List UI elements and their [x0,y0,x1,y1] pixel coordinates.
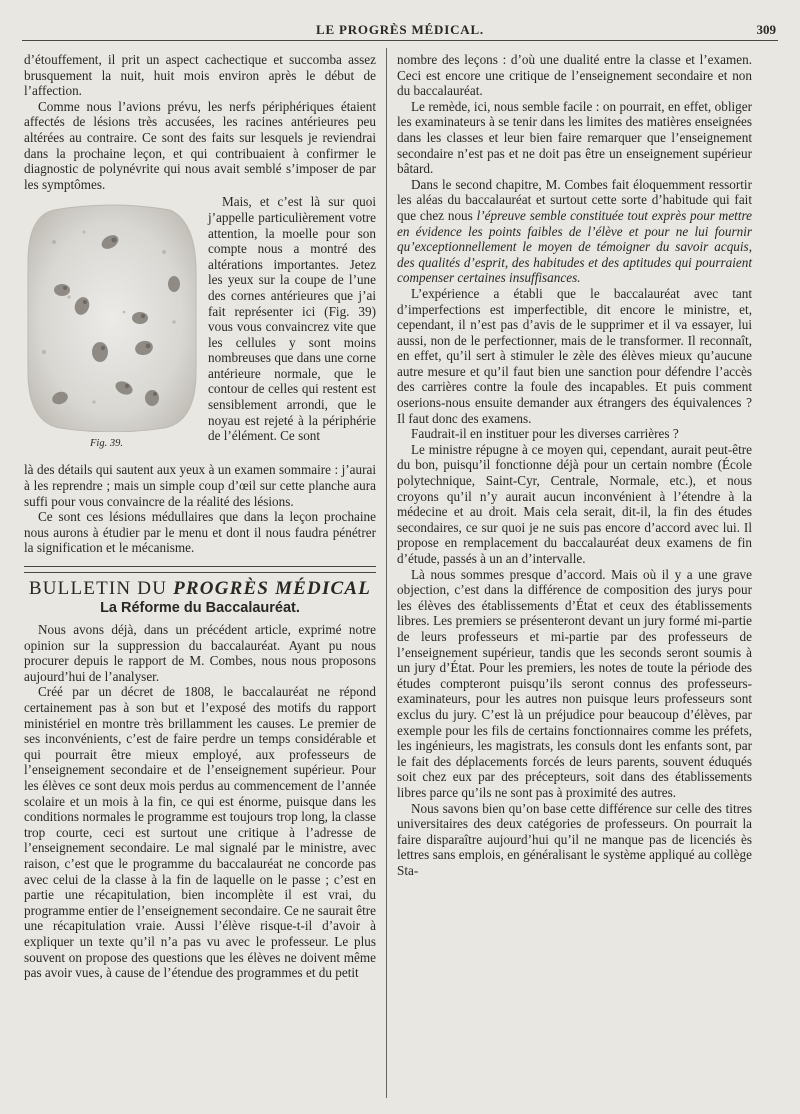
paragraph: Faudrait-il en instituer pour les diverses carrières ? [411,426,679,442]
section-separator [24,566,376,573]
paragraph: d’étouffement, il prit un aspect cachectique et succomba assez brusquement la nuit, huit mois environ après le début de l’affection. [24,52,376,99]
emphasis-run: l’épreuve semble constituée tout exprès pour mettre en évidence les points faibles de l’élève et pour ne lui fournir qu’exceptionnellement le moyen de témoigner du savoir acquis, des qualités d’esprit, des habitudes et des aptitudes qui pourraient compenser certaines insuffisances. [397,207,752,286]
paragraph: Le remède, ici, nous semble facile : on pourrait, en effet, obliger les examinateurs à se tenir dans les limites des matières enseignées dans les classes et leur bien faire remarquer que l’enseignement secondaire n’est pas et ne doit pas être un enseignement supérieur bâtard. [397,98,752,177]
paragraph: Ce sont ces lésions médullaires que dans la leçon prochaine nous aurons à étudier par le menu et dont il nous faudra pénétrer la signification et le mécanisme. [24,509,376,556]
text-run: Dans le second chapitre, M. Combes fait éloquemment ressortir les aléas du baccalauréat et surtout cette sorte d’habitude qui fait que chez nous [397,176,752,223]
paragraph: Créé par un décret de 1808, le baccalauréat ne répond certainement pas à son but et l’exposé des motifs du rapport ministériel en montre très brillamment les causes. Le premier de ses inconvénients, c’est de faire perdre un temps considérable et qui pourrait être mieux employé, aux professeurs de l’enseignement secondaire et de l’enseignement supérieur. Pour les élèves ce sont deux mois perdus au commencement de l’année scolaire et un mois à la fin, ce qui est énorme, puisque dans les conditions normales le programme est toujours trop long, la classe trop courte, ceci est surtout une critique à l’adresse de l’enseignement secondaire. Le mal signalé par le ministre, avec raison, c’est que le programme du baccalauréat ne concorde pas avec celui de la classe à la fin de laquelle on le passe ; c’est en partie une récapitulation, bien incomplète il est vrai, du programme entier de l’enseignement secondaire. Ce ne saurait être une récapitulation vraie. Aussi l’élève risque-t-il d’avoir à expliquer un texte qu’il n’a pas vu avec le professeur. Le plus souvent on propose des questions que les élèves ne doivent même pas avoir vues, à cause de l’étendue des programmes et du petit [24,684,376,981]
paragraph: Mais, et c’est là sur quoi j’appelle particulièrement votre attention, la moelle pour son compte nous a montré des altérations importantes. Jetez les yeux sur la coupe de l’une des cornes antérieures que j’ai fait représenter ici (Fig. 39) vous vous convaincrez vite que les cellules y sont moins nombreuses que dans une corne antérieure normale, que le contour de celles qui restent est sensiblement arrondi, que le noyau est rejeté à la périphérie de l’élément. Ce sont [208,194,376,444]
page-number: 309 [756,22,776,37]
right-column [397,52,752,878]
paragraph: Comme nous l’avions prévu, les nerfs périphériques étaient affectés de lésions très accusées, les racines antérieures peu altérées au contraire. Ce sont des faits sur lesquels je reviendrai dans la prochaine leçon, et qui contribuaient à confirmer le diagnostic de polynévrite qui nous avait semblé s’imposer de par les symptômes. [24,98,376,192]
bulletin-italic: PROGRÈS MÉDICAL [173,577,372,599]
paragraph [397,177,752,286]
paragraph: Le ministre répugne à ce moyen qui, cependant, aurait peut-être du bon, puisqu’il fonctionne déjà pour un certain nombre (École polytechnique, Saint-Cyr, Centrale, Normale, etc.), et nous croyons qu’il n’y aurait aucun inconvénient à l’étendre à la médecine et au droit. Mais cela serait, dit-il, la fin des études secondaires, ce sur quoi je ne suis pas encore d’accord avec lui. Il propose en remplacement du baccalauréat deux examens de fin d’étude, passés à un an d’intervalle. [397,441,752,566]
paragraph: Nous avons déjà, dans un précédent article, exprimé notre opinion sur la suppression du baccalauréat. Ayant pu nous procurer depuis le rapport de M. Combes, nous nous proposons aujourd’hui de l’analyser. [24,622,376,684]
histology-figure [24,202,200,432]
left-column [24,52,376,981]
bulletin-prefix: BULLETIN DU [28,577,174,599]
page-header [22,18,778,41]
paragraph: L’expérience a établi que le baccalauréat avec tant d’imperfections est imperfectible, dit encore le ministre, et, cependant, il n’est pas d’avis de le supprimer et il va essayer, lui aussi, non de le perfectionner, mais de le transformer. Il reconnaît, en effet, qu’il sert à stimuler le zèle des élèves mieux qu’aucune autre mesure et qu’il faut bien une sanction pour défendre l’accès des carrières contre la foule des incapables. Et puis comment oserions-nous ensuite demander aux étrangers des équivalences ? Il faut donc des examens. [397,285,752,426]
paragraph: Nous savons bien qu’on base cette différence sur celle des titres universitaires des deux catégories de professeurs. On pourrait la faire disparaître aujourd’hui qu’il ne manque pas de licenciés ès lettres sans emplois, en généralisant le système appliqué au collège Sta- [397,800,752,878]
figure-wrap-text [208,194,376,444]
paragraph: nombre des leçons : d’où une dualité entre la classe et l’examen. Ceci est encore une critique de l’enseignement secondaire et non du baccalauréat. [397,52,752,99]
column-divider [386,48,387,1098]
figure-caption: Fig. 39. [90,438,123,450]
figure-block [24,194,376,462]
paragraph: Là nous sommes presque d’accord. Mais où il y a une grave objection, c’est dans la différence de composition des jurys pour les élèves des établissements d’État et ceux des établissements libres. Les premiers se présenteront devant un jury formé mi-partie de leurs professeurs et mi-partie par des professeurs de l’enseignement supérieur, tandis que les seconds seront soumis à un jury d’État. Pour les premiers, les notes de toute la période des études compteront puisqu’ils seront connus des professeurs-examinateurs, pour les autres non puisque leurs professeurs sont exclus du jury. C’est là un préjudice pour beaucoup d’élèves, par exemple pour les fils de certains fonctionnaires comme les préfets, les ingénieurs, les magistrats, les consuls dont les enfants sont, par le fait des déplacements forcés de leurs parents, souvent éduqués soit chez eux par des précepteurs, soit dans des établissements libres parce qu’ils ne sont pas à proximité des autres. [397,566,752,800]
article-title: La Réforme du Baccalauréat. [100,599,300,616]
paragraph: là des détails qui sautent aux yeux à un examen sommaire : j’aurai à les reprendre ; mais un simple coup d’œil sur cette planche aura suffi pour vous convaincre de la réalité des lésions. [24,462,376,509]
bulletin-heading [24,577,376,599]
running-title: LE PROGRÈS MÉDICAL. [316,22,484,37]
